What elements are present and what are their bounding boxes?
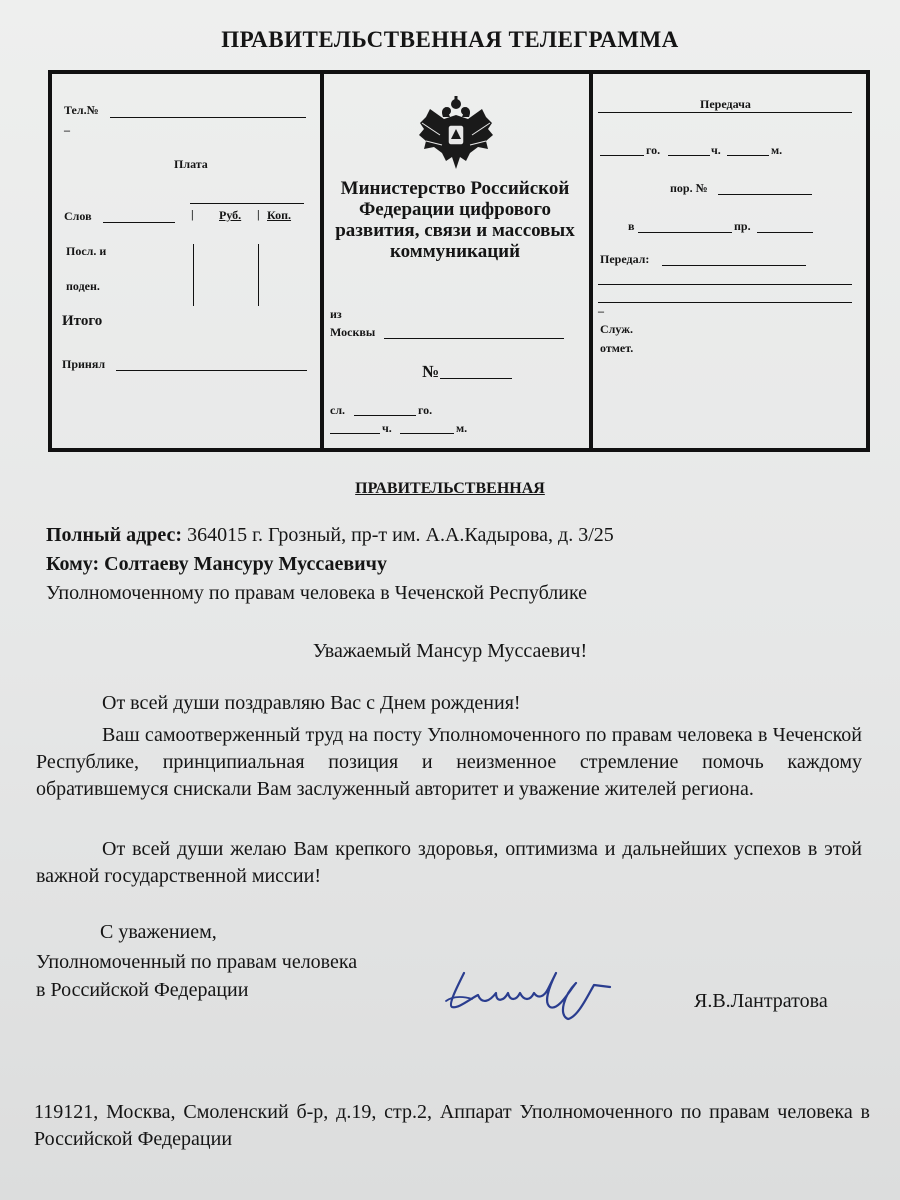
signer-title-2: в Российской Федерации — [36, 979, 249, 1001]
blank-line-1 — [598, 284, 852, 285]
column-divider-1 — [320, 74, 324, 448]
sl-line — [354, 415, 416, 416]
otmet-label: отмет. — [600, 341, 634, 355]
full-address — [46, 522, 614, 549]
day-line — [600, 155, 644, 156]
por-label: пор. № — [670, 181, 708, 195]
plata-line — [190, 203, 304, 204]
page-title: ПРАВИТЕЛЬСТВЕННАЯ ТЕЛЕГРАММА — [221, 27, 679, 52]
kop-label: Коп. — [267, 208, 292, 222]
poden-label: поден. — [66, 279, 100, 293]
pipe-1: | — [191, 207, 194, 221]
right-go-label: го. — [646, 143, 661, 157]
hour-line — [330, 433, 380, 434]
rub-column-line — [193, 244, 194, 306]
coat-of-arms-icon — [416, 95, 496, 175]
recipient-line: Кому: Солтаеву Мансуру Муссаевичу — [46, 553, 387, 575]
right-minute-line — [727, 155, 769, 156]
regards: С уважением, — [100, 921, 217, 943]
address-value: 364015 г. Грозный, пр-т им. А.А.Кадырова, д. 3/25 — [187, 524, 614, 546]
moskvy-line — [384, 338, 564, 339]
sluzh-label: Служ. — [600, 322, 633, 336]
iz-label: из — [330, 307, 342, 321]
left-dash: – — [64, 123, 70, 137]
rub-label: Руб. — [219, 208, 242, 222]
right-m-label: м. — [771, 143, 783, 157]
tel-line — [110, 117, 306, 118]
sl-label: сл. — [330, 403, 346, 417]
right-ch-label: ч. — [711, 143, 721, 157]
plata-label: Плата — [174, 157, 208, 171]
mid-go-label: го. — [418, 403, 433, 417]
v-label: в — [628, 219, 635, 233]
slov-line — [103, 222, 175, 223]
peredacha-line — [598, 112, 852, 113]
signer-title-1: Уполномоченный по правам человека — [36, 951, 358, 973]
handwritten-signature — [438, 955, 638, 1027]
ministry-name: Министерство Российской Федерации цифрового развития, связи и массовых коммуникаций — [335, 178, 575, 262]
number-line — [440, 378, 512, 379]
kop-column-line — [258, 244, 259, 306]
signer-name: Я.В.Лантратова — [694, 990, 828, 1012]
paragraph-2: Ваш самоотверженный труд на посту Уполномоченного по правам человека в Чеченской Республике, принципиальная позиция и неизменное стремление помочь каждому обратившемуся снискали Вам заслуженный авторитет и уважение жителей региона. — [36, 724, 862, 800]
paragraph-3: От всей души желаю Вам крепкого здоровья, оптимизма и дальнейших успехов в этой важной государственной миссии! — [36, 838, 862, 887]
recipient-title: Уполномоченному по правам человека в Чеченской Республике — [46, 582, 588, 604]
moskvy-label: Москвы — [330, 325, 376, 339]
mid-m-label: м. — [456, 421, 468, 435]
posl-label: Посл. и — [66, 244, 107, 258]
government-stamp: ПРАВИТЕЛЬСТВЕННАЯ — [355, 480, 545, 497]
slov-label: Слов — [64, 209, 92, 223]
peredal-label: Передал: — [600, 252, 650, 266]
pr-label: пр. — [734, 219, 751, 233]
column-divider-2 — [589, 74, 593, 448]
right-hour-line — [668, 155, 710, 156]
footer-address: 119121, Москва, Смоленский б-р, д.19, стр.2, Аппарат Уполномоченного по правам человека в Российской Федерации — [34, 1101, 870, 1150]
peredal-line — [662, 265, 806, 266]
v-line — [638, 232, 732, 233]
prinyal-line — [116, 370, 307, 371]
address-label: Полный адрес: — [46, 524, 183, 546]
greeting: Уважаемый Мансур Муссаевич! — [312, 640, 588, 662]
minute-line — [400, 433, 454, 434]
por-line — [718, 194, 812, 195]
pipe-2: | — [257, 207, 260, 221]
prinyal-label: Принял — [62, 357, 106, 371]
mid-ch-label: ч. — [382, 421, 392, 435]
right-dash: – — [598, 304, 604, 318]
pr-line — [757, 232, 813, 233]
peredacha-label: Передача — [700, 97, 751, 111]
paragraph-1: От всей души поздравляю Вас с Днем рождения! — [102, 692, 521, 714]
itogo-label: Итого — [62, 313, 103, 329]
blank-line-2 — [598, 302, 852, 303]
number-label: № — [422, 362, 440, 381]
tel-label: Тел.№ — [64, 103, 99, 117]
